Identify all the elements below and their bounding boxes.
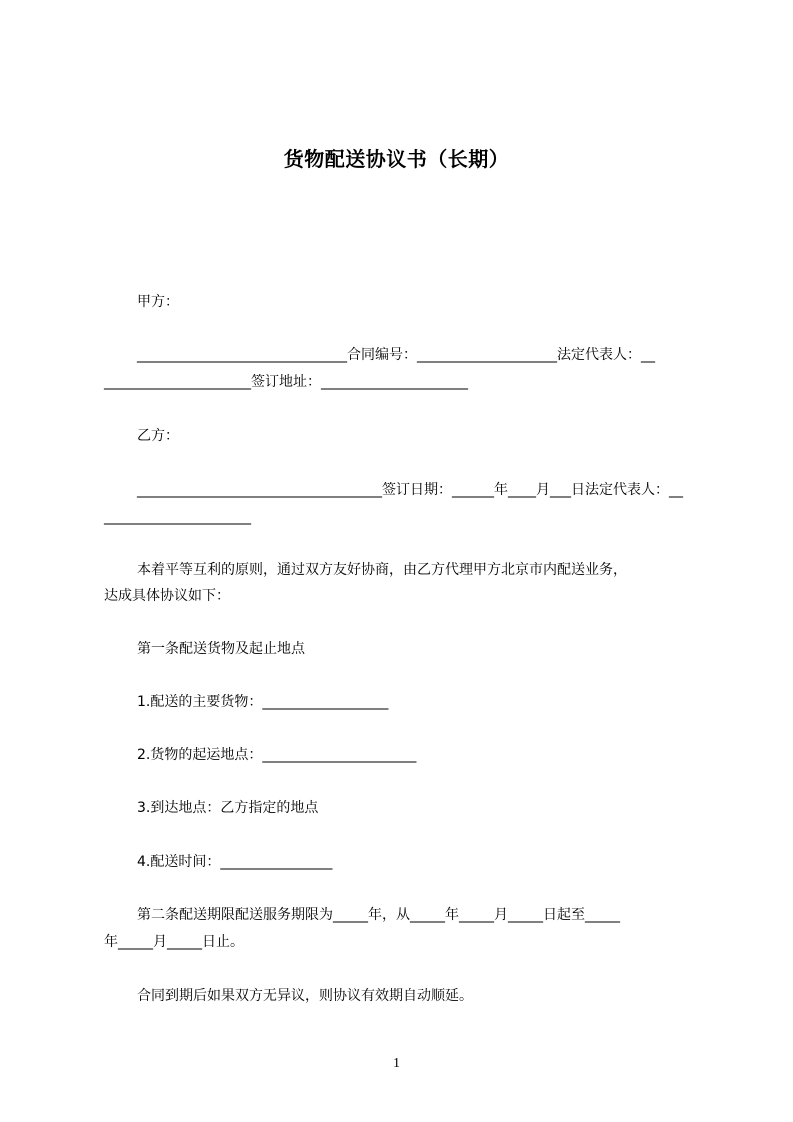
document-title: 货物配送协议书（长期）	[283, 147, 510, 171]
article-2-line-2: 年_____月_____日止。	[104, 934, 244, 950]
item-3: 3.到达地点：乙方指定的地点	[137, 800, 319, 816]
item-1: 1.配送的主要货物：__________________	[137, 694, 389, 710]
intro-line-1: 本着平等互利的原则，通过双方友好协商，由乙方代理甲方北京市内配送业务，	[137, 562, 627, 578]
intro-line-2: 达成具体协议如下：	[104, 588, 230, 604]
item-4: 4.配送时间：________________	[137, 854, 333, 870]
party-b-line-1: ___________________________________签订日期：______年____月___日法定代表人：__	[137, 482, 683, 498]
party-b-label: 乙方：	[137, 428, 179, 444]
article-2-line-1: 第二条配送期限配送服务期限为_____年，从_____年_____月_____日起至_____	[137, 907, 620, 923]
party-a-line-2: _____________________签订地址：_____________________	[104, 374, 468, 390]
party-a-line-1: ______________________________合同编号：____________________法定代表人：__	[137, 347, 655, 363]
party-b-line-2: _____________________	[104, 509, 251, 525]
renewal-clause: 合同到期后如果双方无异议，则协议有效期自动顺延。	[137, 988, 473, 1004]
item-2: 2.货物的起运地点：______________________	[137, 747, 417, 763]
page-number: 1	[393, 1056, 400, 1071]
article-1-title: 第一条配送货物及起止地点	[137, 641, 305, 657]
party-a-label: 甲方：	[137, 294, 179, 310]
